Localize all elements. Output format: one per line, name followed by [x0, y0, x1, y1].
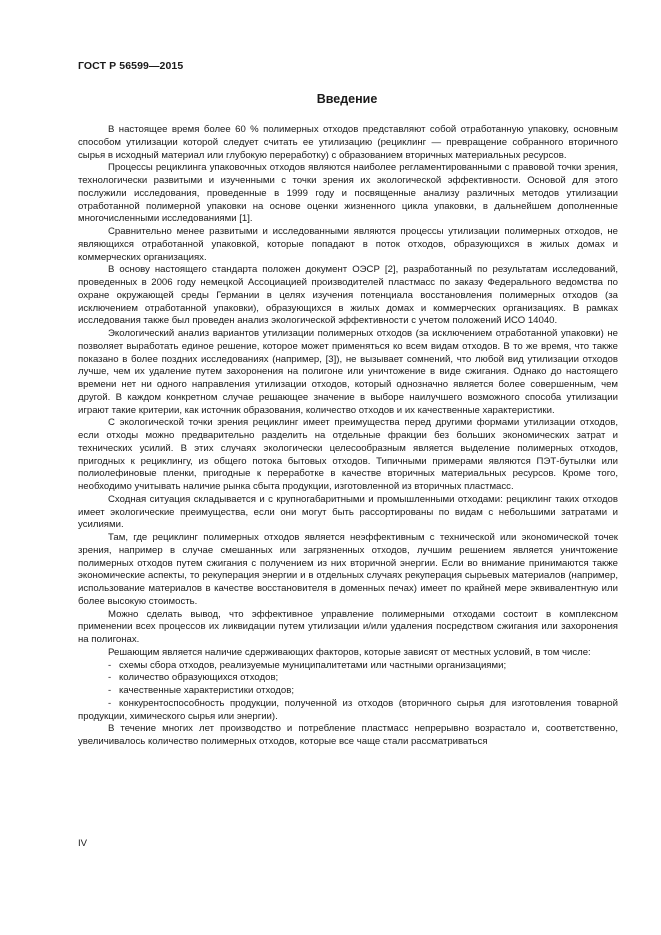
paragraph: В настоящее время более 60 % полимерных отходов представляют собой отработанную упаковку, основным способом утилизации которой следует считать ее утилизацию (рециклинг — превращение собранного вторичного сырья в исходный материал или глубокую переработку) с образованием вторичных материальных ресурсов.	[78, 124, 618, 161]
paragraph: Там, где рециклинг полимерных отходов является неэффективным с технической или экономической точек зрения, например в случае смешанных или загрязненных отходов, лучшим решением является уничтожение полимерных отходов путем сжигания с получением из них вторичной энергии. Если во внимание принимаются также экономические аспекты, то рекуперация энергии и в отдельных случаях рекуперация сырьевых материалов (например, использование материалов в качестве восстановителя в доменных печах) имеет по крайней мере эквивалентную или более высокую стоимость.	[78, 532, 618, 607]
list-item	[78, 660, 618, 673]
list-marker: -	[108, 697, 112, 709]
standard-designation: ГОСТ Р 56599—2015	[78, 60, 184, 72]
list-marker: -	[108, 659, 112, 671]
factor-list	[78, 660, 618, 724]
list-marker: -	[108, 685, 112, 696]
body-text	[78, 124, 618, 749]
paragraph: Процессы рециклинга упаковочных отходов являются наиболее регламентированными с правовой точки зрения, технологически развитыми и изученными с точки зрения их экологической эффективности. Основой для этого послужили исследования, проведенные в 1999 году и посвященные анализу различных методов утилизации отработанной полимерной упаковки на основе оценки жизненного цикла упаковки, в дальнейшем дополненные многочисленными исследованиями [1].	[78, 162, 618, 225]
page-number: IV	[78, 838, 88, 849]
paragraph: Сходная ситуация складывается и с крупногабаритными и промышленными отходами: рециклинг таких отходов имеет экологические преимущества, если они могут быть рассортированы по видам с небольшими затратами и усилиями.	[78, 493, 618, 531]
paragraph: Экологический анализ вариантов утилизации полимерных отходов (за исключением отработанной упаковки) не позволяет выработать единое решение, которое может применяться ко всем видам отходов. В то же время, что также показано в более поздних исследованиях (например, [3]), не вызывает сомнений, что любой вид утилизации отходов лучше, чем их удаление путем захоронения на полигоне или уничтожение в виде сжигания. Однако до настоящего времени нет ни одного направления утилизации отходов, который однозначно является более совершенным, чем другой. В каждом конкретном случае решающее значение в выборе наилучшего возможного способа утилизации играют такие критерии, как источник образования, количество отходов и их качественные характеристики.	[78, 328, 618, 416]
list-item-text: качественные характеристики отходов;	[119, 685, 294, 696]
section-title: Введение	[316, 92, 378, 106]
paragraph: Сравнительно менее развитыми и исследованными являются процессы утилизации полимерных отходов, не являющихся отработанной упаковкой, которые попадают в поток отходов, образующихся в жилых домах и коммерческих организациях.	[78, 226, 618, 263]
list-item	[78, 698, 618, 724]
paragraph: С экологической точки зрения рециклинг имеет преимущества перед другими формами утилизации отходов, если отходы можно предварительно разделить на отдельные фракции без больших экономических затрат и технических усилий. В этих случаях экологически целесообразным является выделение полимерных отходов, пригодных к рециклингу, из общего потока бытовых отходов. Типичными примерами являются ПЭТ-бутылки или полиолефиновые пленки, пригодные к переработке в качестве вторичных материальных ресурсов. Кроме того, необходимо учитывать наличие рынка сбыта продукции, изготовленной из вторичных пластмасс.	[78, 417, 618, 492]
list-item	[78, 672, 618, 685]
list-item	[78, 685, 618, 698]
paragraph: В основу настоящего стандарта положен документ ОЭСР [2], разработанный по результатам исследований, проведенных в 2006 году немецкой Ассоциацией производителей пластмасс по заказу Федерального ведомства по охране окружающей среды Германии в целях изучения потенциала восстановления полимерных отходов (за исключением отработанной упаковки), образующихся в жилых домах и коммерческих организациях. В рамках исследования также был проведен анализ экологической эффективности с учетом положений ИСО 14040.	[78, 264, 618, 327]
paragraph: В течение многих лет производство и потребление пластмасс непрерывно возрастало и, соответственно, увеличивалось количество полимерных отходов, которые все чаще стали рассматриваться	[78, 723, 618, 747]
list-item-text: конкурентоспособность продукции, полученной из отходов (вторичного сырья для изготовления товарной продукции, химического сырья или энергии).	[78, 697, 618, 722]
list-item-text: количество образующихся отходов;	[119, 672, 279, 684]
list-item-text: схемы сбора отходов, реализуемые муниципалитетами или частными организациями;	[119, 659, 507, 671]
paragraph: Решающим является наличие сдерживающих факторов, которые зависят от местных условий, в том числе:	[108, 646, 591, 658]
paragraph: Можно сделать вывод, что эффективное управление полимерными отходами состоит в комплексном применении всех процессов их ликвидации путем утилизации и/или удаления посредством сжигания или захоронения на полигонах.	[78, 608, 618, 645]
list-marker: -	[108, 672, 112, 684]
